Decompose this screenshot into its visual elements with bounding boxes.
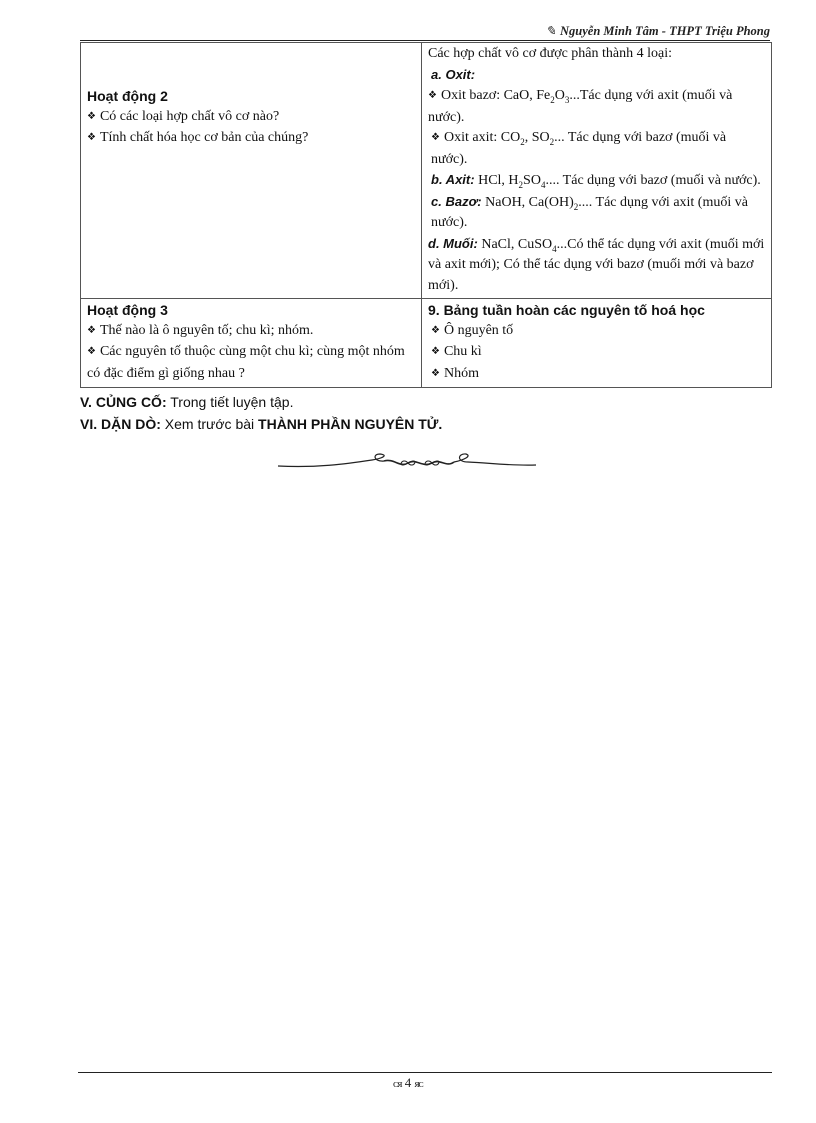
lesson-summary	[80, 392, 772, 436]
salt-label: d. Muối:	[428, 235, 478, 251]
diamond-bullet-icon: ❖	[87, 132, 96, 143]
list-item: ❖ Có các loại hợp chất vô cơ nào?	[87, 108, 280, 124]
table-row	[81, 299, 772, 388]
flourish-divider-icon	[276, 450, 538, 476]
diamond-bullet-icon: ❖	[87, 346, 96, 357]
list-item: ❖ Ô nguyên tố	[431, 322, 514, 338]
diamond-bullet-icon: ❖	[431, 132, 440, 143]
list-item: ❖ Oxit axit: $CO_2$, $SO_2$... Tác dụng với bazơ (muối và nước).	[431, 130, 727, 167]
table-row	[81, 43, 772, 299]
diamond-bullet-icon: ❖	[87, 110, 96, 122]
footer-rule	[78, 1072, 772, 1073]
diamond-bullet-icon: ❖	[431, 324, 440, 336]
page-footer	[0, 1075, 816, 1091]
acid-label: b. Axit:	[431, 172, 475, 187]
page-header	[80, 22, 770, 41]
base-label: c. Bazơ:	[431, 193, 482, 209]
list-item: ❖ Nhóm	[431, 365, 479, 381]
list-item: ❖ Các nguyên tố thuộc cùng một chu kì; cùng một nhóm có đặc điểm gì giống nhau ?	[87, 344, 405, 381]
list-item: ❖ Chu kì	[431, 344, 482, 359]
consolidation-line: V. CỦNG CỐ: Trong tiết luyện tập.	[80, 394, 294, 410]
pen-nib-icon: ✎	[545, 24, 557, 38]
list-item: ❖ Oxit bazơ: CaO, $Fe_2O_3...Tác$ dụng với axit (muối và nước).	[428, 88, 733, 125]
compounds-intro: Các hợp chất vô cơ được phân thành 4 loại:	[428, 46, 673, 61]
diamond-bullet-icon: ❖	[428, 90, 437, 101]
activity-3-title: Hoạt động 3	[87, 302, 168, 318]
activity-2-cell	[81, 43, 422, 299]
base-line: c. Bazơ: NaOH, $Ca(OH)_2$.... Tác dụng với axit (muối và nước).	[431, 193, 748, 230]
lesson-table	[80, 42, 772, 388]
diamond-bullet-icon: ❖	[431, 346, 440, 357]
periodic-table-cell	[422, 299, 772, 388]
left-ornament-icon: ᴄᴙ	[393, 1078, 402, 1090]
activity-3-cell	[81, 299, 422, 388]
salt-line: d. Muối: NaCl, CuSO$_4$...Có thể tác dụng với axit (muối mới và axit mới); Có thể tác dụng với bazơ (muối mới và bazơ mới).	[428, 235, 765, 293]
oxide-label: a. Oxit:	[431, 66, 476, 82]
diamond-bullet-icon: ❖	[431, 367, 440, 379]
right-ornament-icon: ᴙᴄ	[414, 1078, 423, 1090]
inorganic-compounds-cell	[422, 43, 772, 299]
next-lesson-title: THÀNH PHẦN NGUYÊN TỬ.	[258, 416, 443, 432]
consolidation-label: V. CỦNG CỐ:	[80, 394, 167, 410]
list-item: ❖ Thế nào là ô nguyên tố; chu kì; nhóm.	[87, 322, 314, 338]
page-number: 4	[404, 1075, 412, 1090]
activity-2-title: Hoạt động 2	[87, 88, 168, 104]
periodic-table-title: 9. Bảng tuần hoàn các nguyên tố hoá học	[428, 302, 705, 318]
header-author: Nguyễn Minh Tâm - THPT Triệu Phong	[560, 24, 770, 38]
acid-line: b. Axit: HCl, $H_2SO_4$.... Tác dụng với bazơ (muối và nước).	[431, 172, 761, 190]
homework-line: VI. DẶN DÒ: Xem trước bài THÀNH PHẦN NGUYÊN TỬ.	[80, 416, 443, 432]
homework-label: VI. DẶN DÒ:	[80, 416, 161, 432]
list-item: ❖ Tính chất hóa học cơ bản của chúng?	[87, 130, 309, 145]
diamond-bullet-icon: ❖	[87, 324, 96, 336]
